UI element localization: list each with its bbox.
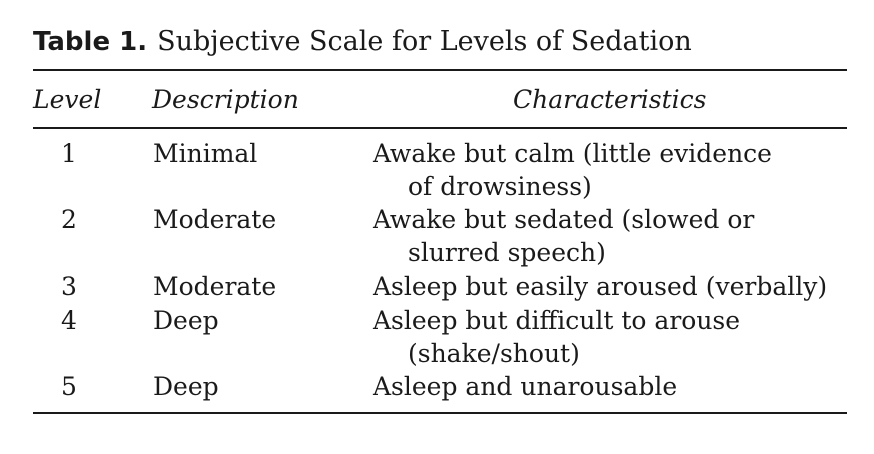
row-5-description: Deep [153,372,219,401]
row-1-level: 1 [61,139,77,168]
header-description: Description [152,85,299,114]
row-5-level: 5 [61,372,77,401]
row-2-level: 2 [61,205,77,234]
header-level: Level [33,85,102,114]
row-3-description: Moderate [153,272,277,301]
header-characteristics: Characteristics [513,85,707,114]
row-4-characteristics-line-2: (shake/shout) [408,339,580,368]
row-4-description: Deep [153,306,219,335]
table-number: Table 1. [33,27,148,57]
row-2-description: Moderate [153,205,277,234]
row-1-characteristics-line-2: of drowsiness) [408,172,592,201]
row-5-characteristics-line-1: Asleep and unarousable [373,372,678,401]
row-2-characteristics-line-2: slurred speech) [408,238,606,267]
row-4-level: 4 [61,306,77,335]
row-2-characteristics-line-1: Awake but sedated (slowed or [373,205,755,234]
bottom-rule [33,412,847,414]
top-rule [33,69,847,71]
row-4-characteristics-line-1: Asleep but difficult to arouse [373,306,741,335]
row-3-characteristics-line-1: Asleep but easily aroused (verbally) [373,272,828,301]
row-1-characteristics-line-1: Awake but calm (little evidence [373,139,772,168]
table-caption [33,22,692,62]
header-rule [33,127,847,129]
row-1-description: Minimal [153,139,258,168]
table-title: Subjective Scale for Levels of Sedation [157,26,692,57]
row-3-level: 3 [61,272,77,301]
